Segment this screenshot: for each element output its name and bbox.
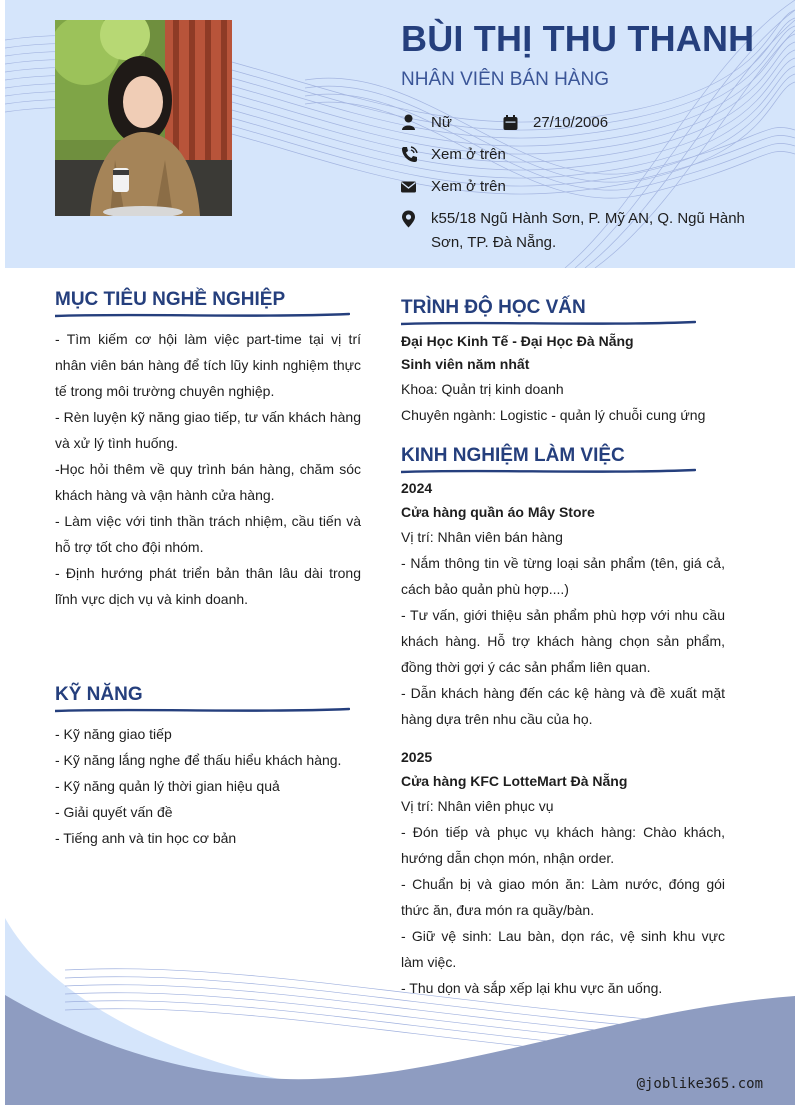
calendar-icon [503, 114, 518, 132]
gender-row [401, 114, 452, 136]
education-year: Sinh viên năm nhất [401, 356, 530, 372]
candidate-name: BÙI THỊ THU THANH [401, 18, 755, 59]
skills-list [55, 721, 375, 851]
profile-photo [55, 20, 232, 216]
skill-item: - Tiếng anh và tin học cơ bản [55, 830, 237, 846]
job-duty: - Đón tiếp và phục vụ khách hàng: Chào khách, hướng dẫn chọn món, nhận order. [401, 824, 725, 866]
gender-value: Nữ [431, 114, 452, 131]
skills-title: KỸ NĂNG [55, 684, 143, 705]
objective-item: - Làm việc với tinh thần trách nhiệm, cầu tiến và hỗ trợ tốt cho đội nhóm. [55, 513, 361, 555]
objective-item: - Rèn luyện kỹ năng giao tiếp, tư vấn khách hàng và xử lý tình huống. [55, 409, 361, 451]
education-school: Đại Học Kinh Tế - Đại Học Đà Nẵng [401, 333, 634, 349]
skill-item: - Kỹ năng giao tiếp [55, 726, 172, 742]
skill-item: - Kỹ năng lắng nghe để thấu hiểu khách hàng. [55, 752, 342, 768]
birthdate-value: 27/10/2006 [533, 114, 609, 131]
objective-title: MỤC TIÊU NGHỀ NGHIỆP [55, 289, 286, 310]
birthdate-row [503, 114, 608, 136]
objective-item: -Học hỏi thêm về quy trình bán hàng, chăm sóc khách hàng và vận hành cửa hàng. [55, 461, 361, 503]
job-year: 2025 [401, 749, 433, 765]
job-entry [401, 476, 725, 732]
email-row [401, 178, 506, 200]
education-faculty: Khoa: Quản trị kinh doanh [401, 381, 564, 397]
job-duty: - Dẫn khách hàng đến các kệ hàng và đề xuất mặt hàng dựa trên nhu cầu của họ. [401, 685, 725, 727]
header-band [5, 0, 795, 268]
skill-item: - Kỹ năng quản lý thời gian hiệu quả [55, 778, 280, 794]
skills-underline [55, 706, 350, 714]
objective-list [55, 326, 361, 612]
job-duty: - Thu dọn và sắp xếp lại khu vực ăn uống. [401, 980, 663, 996]
job-duty: - Nắm thông tin về từng loại sản phẩm (tên, giá cả, cách bảo quản phù hợp....) [401, 555, 725, 597]
objective-item: - Định hướng phát triển bản thân lâu dài trong lĩnh vực dịch vụ và kinh doanh. [55, 565, 361, 607]
footer-waves [5, 900, 795, 1105]
job-company: Cửa hàng KFC LotteMart Đà Nẵng [401, 773, 628, 789]
job-duty: - Chuẩn bị và giao món ăn: Làm nước, đóng gói thức ăn, đưa món ra quầy/bàn. [401, 876, 725, 918]
job-duty: - Giữ vệ sinh: Lau bàn, dọn rác, vệ sinh khu vực làm việc. [401, 928, 725, 970]
phone-value: Xem ở trên [431, 146, 506, 163]
email-value: Xem ở trên [431, 178, 506, 195]
objective-item: - Tìm kiếm cơ hội làm việc part-time tại vị trí nhân viên bán hàng để tích lũy kinh nghiệm thực tế trong môi trường chuyên nghiệp. [55, 331, 361, 399]
job-company: Cửa hàng quần áo Mây Store [401, 504, 595, 520]
education-title: TRÌNH ĐỘ HỌC VẤN [401, 297, 586, 318]
job-duty: - Tư vấn, giới thiệu sản phẩm phù hợp với nhu cầu khách hàng. Hỗ trợ khách hàng chọn sản phẩm, đồng thời gợi ý các sản phẩm liên quan. [401, 607, 725, 675]
education-major: Chuyên ngành: Logistic - quản lý chuỗi cung ứng [401, 407, 706, 423]
skill-item: - Giải quyết vấn đề [55, 804, 173, 820]
job-position: Vị trí: Nhân viên phục vụ [401, 798, 554, 814]
location-pin-icon [401, 210, 416, 228]
experience-underline [401, 467, 696, 475]
education-block [401, 330, 731, 428]
address-value: k55/18 Ngũ Hành Sơn, P. Mỹ AN, Q. Ngũ Hành Sơn, TP. Đà Nẵng. [431, 210, 745, 251]
objective-underline [55, 311, 350, 319]
watermark: @joblike365.com [636, 1076, 763, 1092]
phone-icon [401, 146, 416, 164]
job-position: Vị trí: Nhân viên bán hàng [401, 529, 563, 545]
person-icon [401, 114, 416, 132]
envelope-icon [401, 178, 416, 196]
candidate-title: NHÂN VIÊN BÁN HÀNG [401, 69, 609, 90]
resume-page [5, 0, 795, 1105]
education-underline [401, 319, 696, 327]
job-year: 2024 [401, 480, 433, 496]
phone-row [401, 146, 506, 168]
address-row [401, 210, 771, 258]
experience-title: KINH NGHIỆM LÀM VIỆC [401, 445, 625, 466]
